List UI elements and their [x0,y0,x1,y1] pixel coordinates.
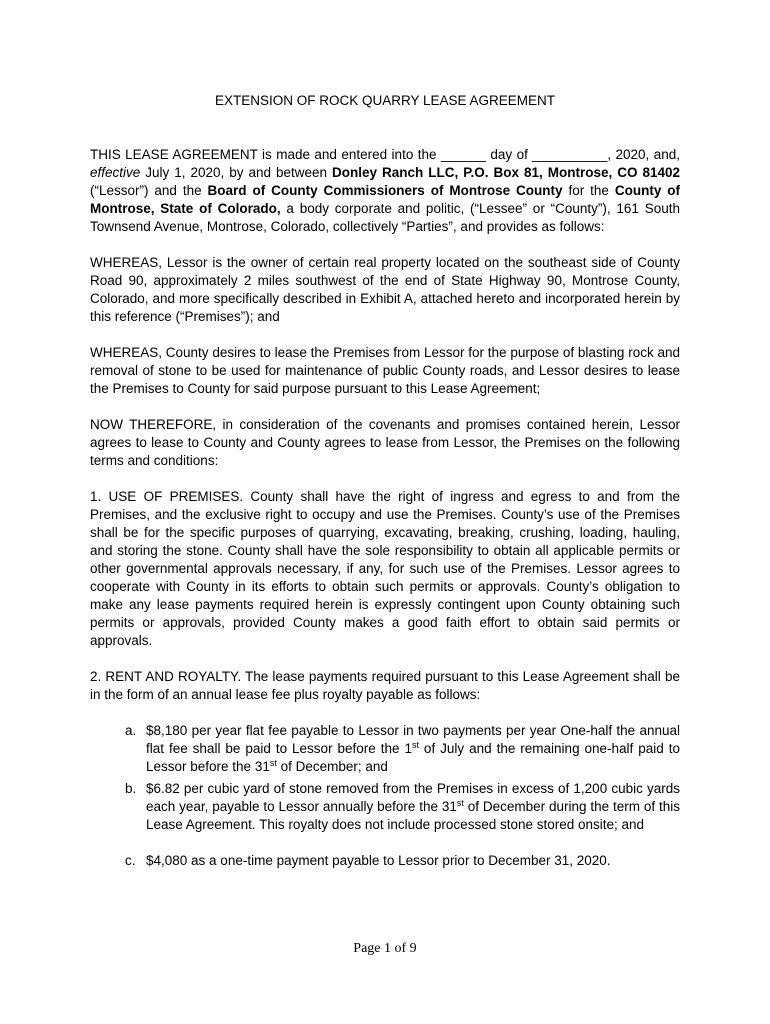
superscript: st [456,798,464,808]
intro-effective: effective [90,165,141,180]
intro-text: (“Lessor”) and the [90,183,208,198]
board-name: Board of County Commissioners of Montrose County [207,183,563,198]
superscript: st [269,758,277,768]
list-item-text: of December during the term of this Lease Agreement. This royalty does not include processed stone stored onsite; and [146,799,680,832]
list-item [90,722,680,776]
document-title: EXTENSION OF ROCK QUARRY LEASE AGREEMENT [214,93,556,108]
superscript: st [411,740,419,750]
intro-text: a body corporate and politic, (“Lessee” or “County”), 161 South Townsend Avenue, Montrose, Colorado, collectively “Parties”, and provides as follows: [90,201,680,234]
intro-text: July 1, 2020, by and between [140,165,333,180]
section-1-use-of-premises: 1. USE OF PREMISES. County shall have the right of ingress and egress to and from the Premises, and the exclusive right to occupy and use the Premises. County’s use of the Premises shall be for the specific purposes of quarrying, excavating, breaking, crushing, loading, hauling, and storing the stone. County shall have the sole responsibility to obtain all applicable permits or other governmental approvals necessary, if any, for such use of the Premises. Lessor agrees to cooperate with County in its efforts to obtain such permits or approvals. County’s obligation to make any lease payments required herein is expressly contingent upon County obtaining such permits or approvals, provided County makes a good faith effort to obtain said permits or approvals. [90,489,680,648]
list-item-text: $6.82 per cubic yard of stone removed from the Premises in excess of 1,200 cubic yards each year, payable to Lessor annually before the 31 [146,781,680,814]
list-item-label: c. [125,853,136,868]
document-body [90,146,680,874]
whereas-paragraph-2: WHEREAS, County desires to lease the Premises from Lessor for the purpose of blasting rock and removal of stone to be used for maintenance of public County roads, and Lessor desires to lease the Premises to County for said purpose pursuant to this Lease Agreement; [90,345,680,396]
list-item [90,852,680,870]
now-therefore-paragraph: NOW THEREFORE, in consideration of the covenants and promises contained herein, Lessor agrees to lease to County and County agrees to lease from Lessor, the Premises on the following terms and conditions: [90,417,680,468]
list-item-text: $8,180 per year flat fee payable to Lessor in two payments per year One-half the annual flat fee shall be paid to Lessor before the 1 [146,723,680,756]
county-name: County of Montrose, State of Colorado, [90,183,680,216]
section-2-rent-and-royalty: 2. RENT AND ROYALTY. The lease payments required pursuant to this Lease Agreement shall be in the form of an annual lease fee plus royalty payable as follows: [90,669,680,702]
payment-list [90,722,680,870]
list-item-label: b. [125,781,137,796]
list-item-label: a. [125,723,137,738]
list-item-text: of July and the remaining one-half paid to Lessor before the 31 [146,741,680,774]
page-number: Page 1 of 9 [353,941,417,956]
whereas-paragraph-1: WHEREAS, Lessor is the owner of certain real property located on the southeast side of County Road 90, approximately 2 miles southwest of the end of State Highway 90, Montrose County, Colorado, and more specifically described in Exhibit A, attached hereto and incorporated herein by this reference (“Premises”); and [90,255,680,324]
list-item [90,780,680,834]
list-item-text: of December; and [276,759,388,774]
intro-paragraph [90,146,680,236]
list-item-text: $4,080 as a one-time payment payable to Lessor prior to December 31, 2020. [146,853,611,868]
lessor-name: Donley Ranch LLC, P.O. Box 81, Montrose, CO 81402 [332,165,680,180]
intro-text: for the [562,183,615,198]
intro-text: THIS LEASE AGREEMENT is made and entered into the ______ day of __________, 2020, and, [90,147,680,162]
